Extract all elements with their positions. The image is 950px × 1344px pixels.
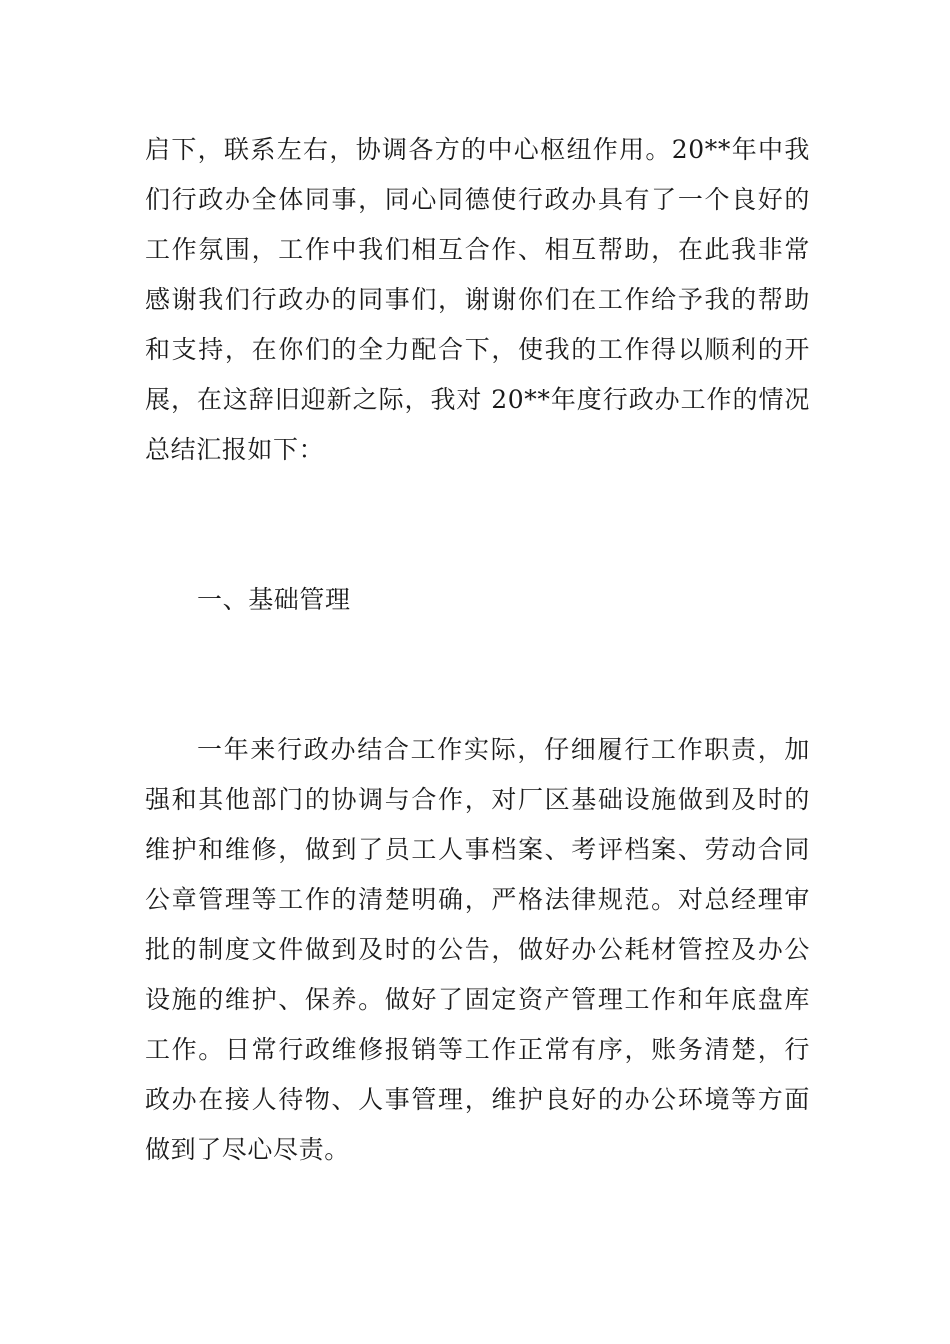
body-line-8: 政办在接人待物、人事管理，维护良好的办公环境等方面 <box>145 1085 810 1114</box>
body-line-9: 做到了尽心尽责。 <box>145 1135 350 1164</box>
intro-line-7: 总结汇报如下： <box>145 435 325 464</box>
intro-line-6: 展，在这辞旧迎新之际，我对 20**年度行政办工作的情况 <box>145 385 810 414</box>
body-line-2: 强和其他部门的协调与合作，对厂区基础设施做到及时的 <box>145 785 810 814</box>
body-line-5: 批的制度文件做到及时的公告，做好办公耗材管控及办公 <box>145 935 810 964</box>
intro-line-3: 工作氛围，工作中我们相互合作、相互帮助，在此我非常 <box>145 235 810 264</box>
intro-line-5: 和支持，在你们的全力配合下，使我的工作得以顺利的开 <box>145 335 810 364</box>
intro-line-4: 感谢我们行政办的同事们，谢谢你们在工作给予我的帮助 <box>145 285 810 314</box>
body-line-7: 工作。日常行政维修报销等工作正常有序，账务清楚，行 <box>145 1035 810 1064</box>
body-line-3: 维护和维修，做到了员工人事档案、考评档案、劳动合同 <box>145 835 810 864</box>
section-heading: 一、基础管理 <box>197 585 351 614</box>
body-line-4: 公章管理等工作的清楚明确，严格法律规范。对总经理审 <box>145 885 810 914</box>
intro-line-2: 们行政办全体同事，同心同德使行政办具有了一个良好的 <box>145 185 810 214</box>
body-line-6: 设施的维护、保养。做好了固定资产管理工作和年底盘库 <box>145 985 810 1014</box>
intro-line-1: 启下，联系左右，协调各方的中心枢纽作用。20**年中我 <box>145 135 810 164</box>
body-line-1: 一年来行政办结合工作实际，仔细履行工作职责，加 <box>197 735 810 764</box>
